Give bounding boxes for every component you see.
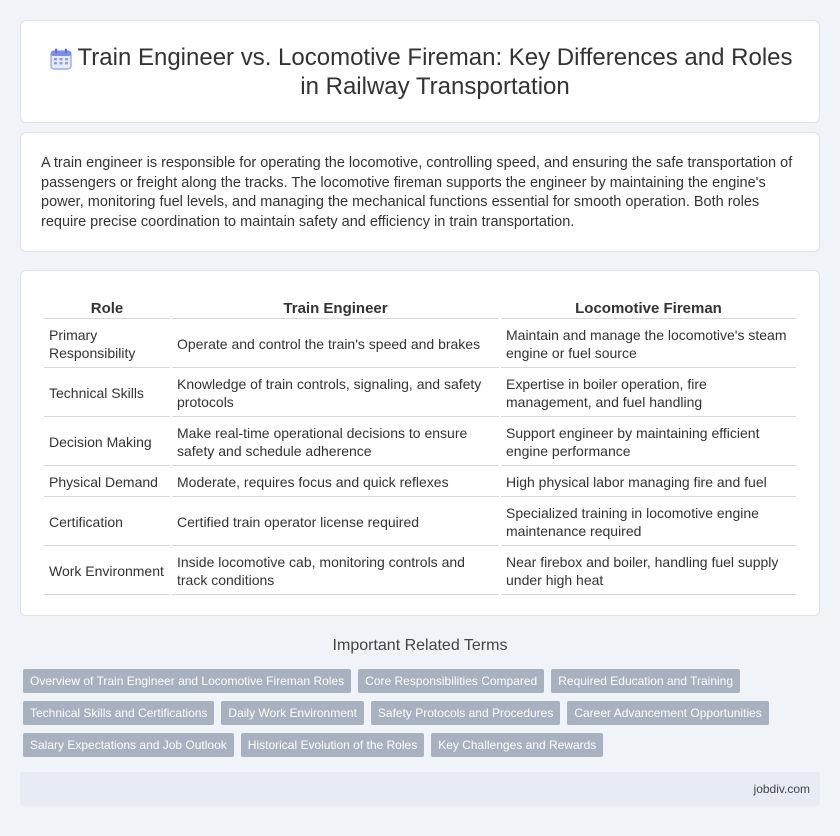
related-term-tag[interactable]: Salary Expectations and Job Outlook [23, 733, 234, 757]
table-row [44, 468, 796, 497]
intro-card [20, 132, 820, 252]
cell-role: Physical Demand [44, 468, 170, 497]
table-row [44, 419, 796, 466]
related-terms-title: Important Related Terms [332, 637, 508, 654]
related-term-tag[interactable]: Key Challenges and Rewards [431, 733, 603, 757]
cell-train-engineer: Knowledge of train controls, signaling, and safety protocols [172, 370, 499, 417]
footer-site-link[interactable]: jobdiv.com [753, 782, 810, 796]
cell-train-engineer: Operate and control the train's speed and brakes [172, 321, 499, 368]
header-train-engineer: Train Engineer [172, 295, 499, 319]
related-term-tag[interactable]: Technical Skills and Certifications [23, 701, 214, 725]
table-row [44, 548, 796, 595]
page-title: Train Engineer vs. Locomotive Fireman: Key Differences and Roles in Railway Transportation [77, 43, 793, 100]
related-terms-list [23, 669, 813, 757]
footer [20, 772, 820, 806]
cell-locomotive-fireman: Near firebox and boiler, handling fuel supply under high heat [501, 548, 796, 595]
related-term-tag[interactable]: Overview of Train Engineer and Locomotive Fireman Roles [23, 669, 351, 693]
comparison-table-card [20, 270, 820, 616]
cell-locomotive-fireman: Maintain and manage the locomotive's steam engine or fuel source [501, 321, 796, 368]
table-header-row [44, 295, 796, 319]
comparison-table [42, 293, 798, 597]
cell-train-engineer: Moderate, requires focus and quick reflexes [172, 468, 499, 497]
cell-train-engineer: Make real-time operational decisions to ensure safety and schedule adherence [172, 419, 499, 466]
table-row [44, 321, 796, 368]
intro-paragraph: A train engineer is responsible for operating the locomotive, controlling speed, and ensuring the safe transportation of passengers or freight along the tracks. The locomotive fireman supports the engineer by maintaining the engine's power, monitoring fuel levels, and managing the mechanical functions essential for smooth operation. Both roles require precise coordination to maintain safety and efficiency in train transportation. [41, 155, 793, 230]
cell-locomotive-fireman: Support engineer by maintaining efficient engine performance [501, 419, 796, 466]
header-locomotive-fireman: Locomotive Fireman [501, 295, 796, 319]
cell-role: Decision Making [44, 419, 170, 466]
cell-locomotive-fireman: Expertise in boiler operation, fire management, and fuel handling [501, 370, 796, 417]
cell-train-engineer: Inside locomotive cab, monitoring controls and track conditions [172, 548, 499, 595]
table-row [44, 499, 796, 546]
related-term-tag[interactable]: Core Responsibilities Compared [358, 669, 544, 693]
related-term-tag[interactable]: Career Advancement Opportunities [567, 701, 768, 725]
cell-role: Work Environment [44, 548, 170, 595]
related-term-tag[interactable]: Historical Evolution of the Roles [241, 733, 424, 757]
cell-role: Technical Skills [44, 370, 170, 417]
cell-locomotive-fireman: High physical labor managing fire and fuel [501, 468, 796, 497]
cell-train-engineer: Certified train operator license required [172, 499, 499, 546]
cell-role: Primary Responsibility [44, 321, 170, 368]
cell-locomotive-fireman: Specialized training in locomotive engine maintenance required [501, 499, 796, 546]
related-term-tag[interactable]: Required Education and Training [551, 669, 740, 693]
related-term-tag[interactable]: Daily Work Environment [221, 701, 363, 725]
related-term-tag[interactable]: Safety Protocols and Procedures [371, 701, 560, 725]
header-role: Role [44, 295, 170, 319]
header-card [20, 20, 820, 123]
table-row [44, 370, 796, 417]
cell-role: Certification [44, 499, 170, 546]
